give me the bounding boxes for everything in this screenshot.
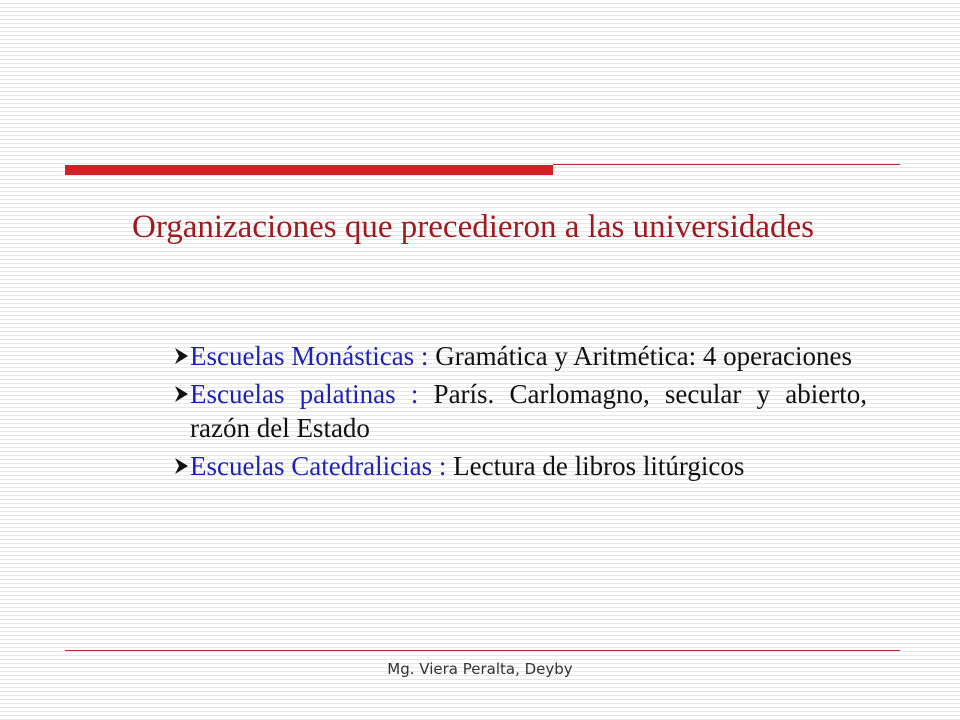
- top-accent-bar: [65, 165, 553, 175]
- bullet-item-escuelas-monasticas: [190, 339, 867, 373]
- slide-footer: Mg. Viera Peralta, Deyby: [387, 660, 573, 678]
- bullet-term: Escuelas Monásticas :: [190, 341, 429, 371]
- bullet-item-escuelas-palatinas: [190, 377, 867, 445]
- arrow-bullet-icon: [174, 347, 190, 365]
- footer-divider-line: [65, 650, 900, 651]
- arrow-bullet-icon: [174, 457, 190, 475]
- bullet-description: Gramática y Aritmética: 4 operaciones: [428, 341, 853, 371]
- bullet-list: [190, 339, 867, 487]
- arrow-bullet-icon: [174, 385, 190, 403]
- bullet-item-escuelas-catedralicias: [190, 449, 867, 483]
- top-divider-line: [553, 164, 900, 165]
- bullet-term: Escuelas palatinas :: [190, 379, 419, 409]
- bullet-term: Escuelas Catedralicias :: [190, 451, 447, 481]
- slide-title: Organizaciones que precedieron a las universidades: [132, 209, 815, 245]
- bullet-description: Lectura de libros litúrgicos: [446, 451, 745, 481]
- bullet-description: París. Carlomagno, secular y abierto, razón del Estado: [190, 379, 867, 443]
